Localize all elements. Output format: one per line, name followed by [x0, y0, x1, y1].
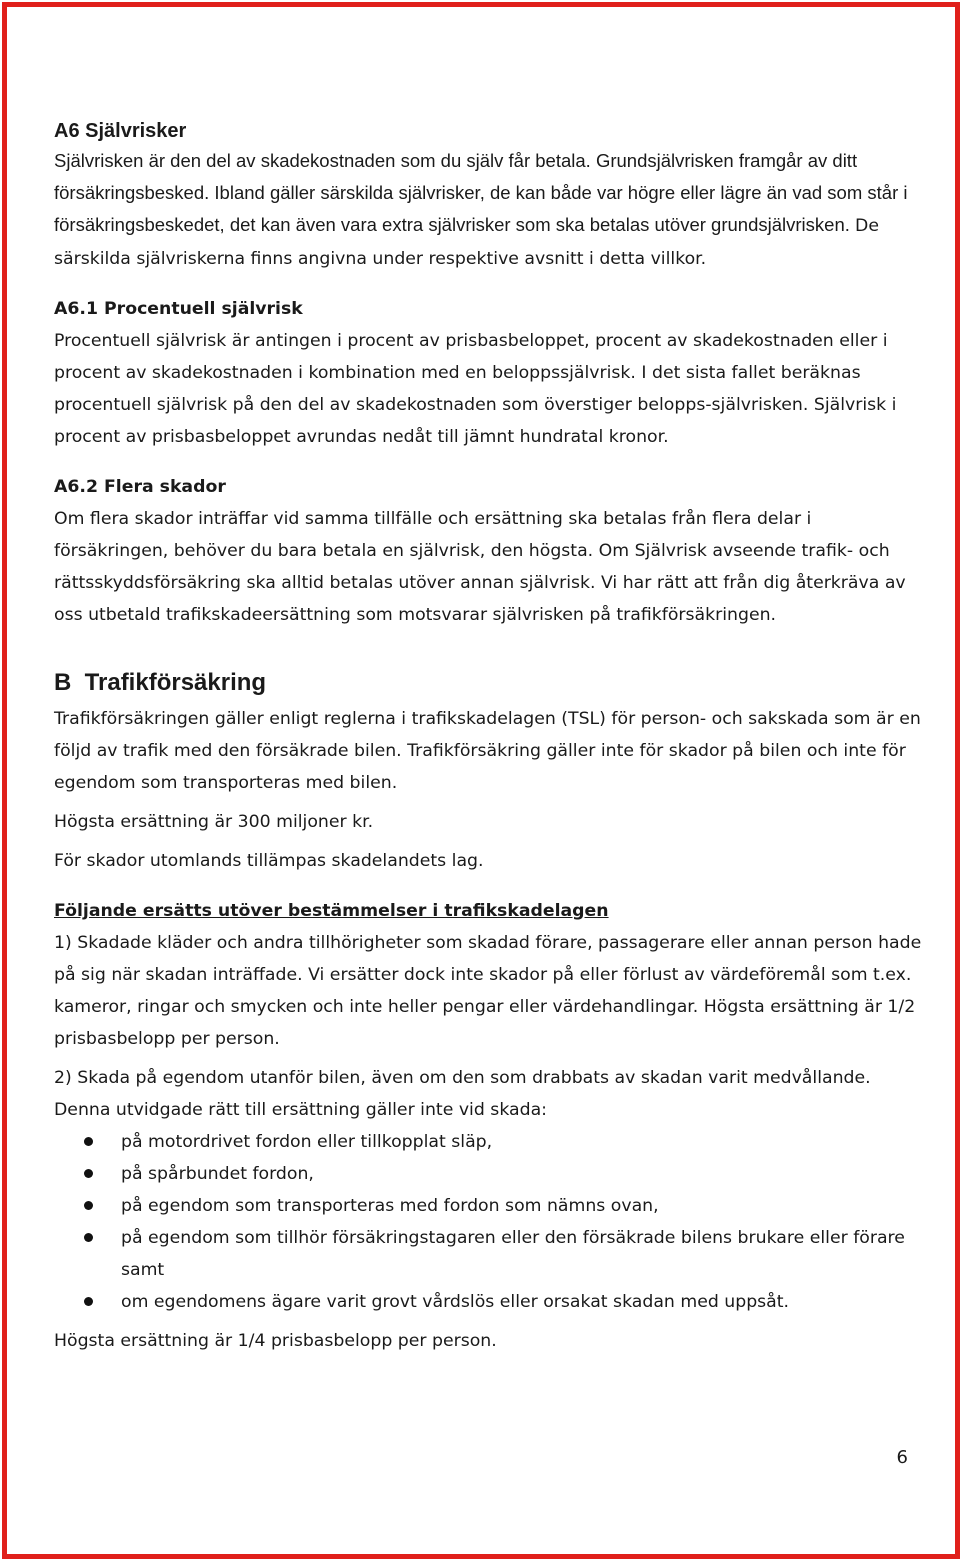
bullet-icon	[84, 1201, 93, 1210]
section-a6-1-heading: A6.1 Procentuell självrisk	[54, 299, 303, 319]
section-a6-1-text: Procentuell självrisk är antingen i procent av prisbasbeloppet, procent av skadekostnaden eller i procent av skadekostnaden i kombination med en beloppssjälvrisk. I det sista fallet beräknas procentuell självrisk på den del av skadekostnaden som överstiger belopps-självrisken. Självrisk i procent av prisbasbeloppet avrundas nedåt till jämnt hundratal kronor.	[54, 331, 897, 447]
section-b-intro: Trafikförsäkringen gäller enligt reglerna i trafikskadelagen (TSL) för person- och sakskada som är en följd av trafik med den försäkrade bilen. Trafikförsäkring gäller inte för skador på bilen och inte för egendom som transporteras med bilen.	[54, 709, 921, 793]
document-body	[54, 117, 924, 1357]
bullet-icon	[84, 1169, 93, 1178]
list-item: på motordrivet fordon eller tillkopplat släp,	[54, 1126, 924, 1158]
list-item: på egendom som tillhör försäkringstagaren eller den försäkrade bilens brukare eller förare samt	[54, 1222, 924, 1286]
page-number: 6	[896, 1447, 908, 1468]
extra-item-2: 2) Skada på egendom utanför bilen, även om den som drabbats av skadan varit medvållande. Denna utvidgade rätt till ersättning gäller inte vid skada:	[54, 1068, 871, 1120]
bullet-icon	[84, 1137, 93, 1146]
max-compensation-text: Högsta ersättning är 300 miljoner kr.	[54, 812, 374, 832]
section-a6-note: De särskilda självriskerna finns angivna under respektive avsnitt i detta villkor.	[54, 216, 879, 269]
list-item: på egendom som transporteras med fordon som nämns ovan,	[54, 1190, 924, 1222]
extra-coverage-heading: Följande ersätts utöver bestämmelser i trafikskadelagen	[54, 901, 609, 921]
list-item: om egendomens ägare varit grovt vårdslös eller orsakat skadan med uppsåt.	[54, 1286, 924, 1318]
section-a6-heading: A6 Självrisker	[54, 120, 187, 142]
bullet-icon	[84, 1297, 93, 1306]
closing-text: Högsta ersättning är 1/4 prisbasbelopp per person.	[54, 1331, 497, 1351]
section-a6-2-heading: A6.2 Flera skador	[54, 477, 226, 497]
exclusion-list	[54, 1126, 924, 1318]
section-a6-2-text: Om flera skador inträffar vid samma tillfälle och ersättning ska betalas från flera delar i försäkringen, behöver du bara betala en självrisk, den högsta. Om Självrisk avseende trafik- och rättsskyddsförsäkring ska alltid betalas utöver annan självrisk. Vi har rätt att från dig återkräva av oss utbetald trafikskadeersättning som motsvarar självrisken på trafikförsäkringen.	[54, 509, 906, 625]
bullet-icon	[84, 1233, 93, 1242]
section-a6-text: Självrisken är den del av skadekostnaden som du själv får betala. Grundsjälvrisken framgår av ditt försäkringsbesked. Ibland gäller särskilda självrisker, de kan både var högre eller lägre än vad som står i försäkringsbeskedet, det kan även vara extra självrisker som ska betalas utöver grundsjälvrisken.	[54, 150, 908, 235]
section-a6-paragraph	[54, 145, 924, 275]
extra-item-1: 1) Skadade kläder och andra tillhörigheter som skadad förare, passagerare eller annan person hade på sig när skadan inträffade. Vi ersätter dock inte skador på eller förlust av värdeföremål som t.ex. kameror, ringar och smycken och inte heller pengar eller värdehandlingar. Högsta ersättning är 1/2 prisbasbelopp per person.	[54, 933, 922, 1049]
section-b-heading: B Trafikförsäkring	[54, 669, 267, 696]
list-item: på spårbundet fordon,	[54, 1158, 924, 1190]
abroad-law-text: För skador utomlands tillämpas skadelandets lag.	[54, 851, 484, 871]
